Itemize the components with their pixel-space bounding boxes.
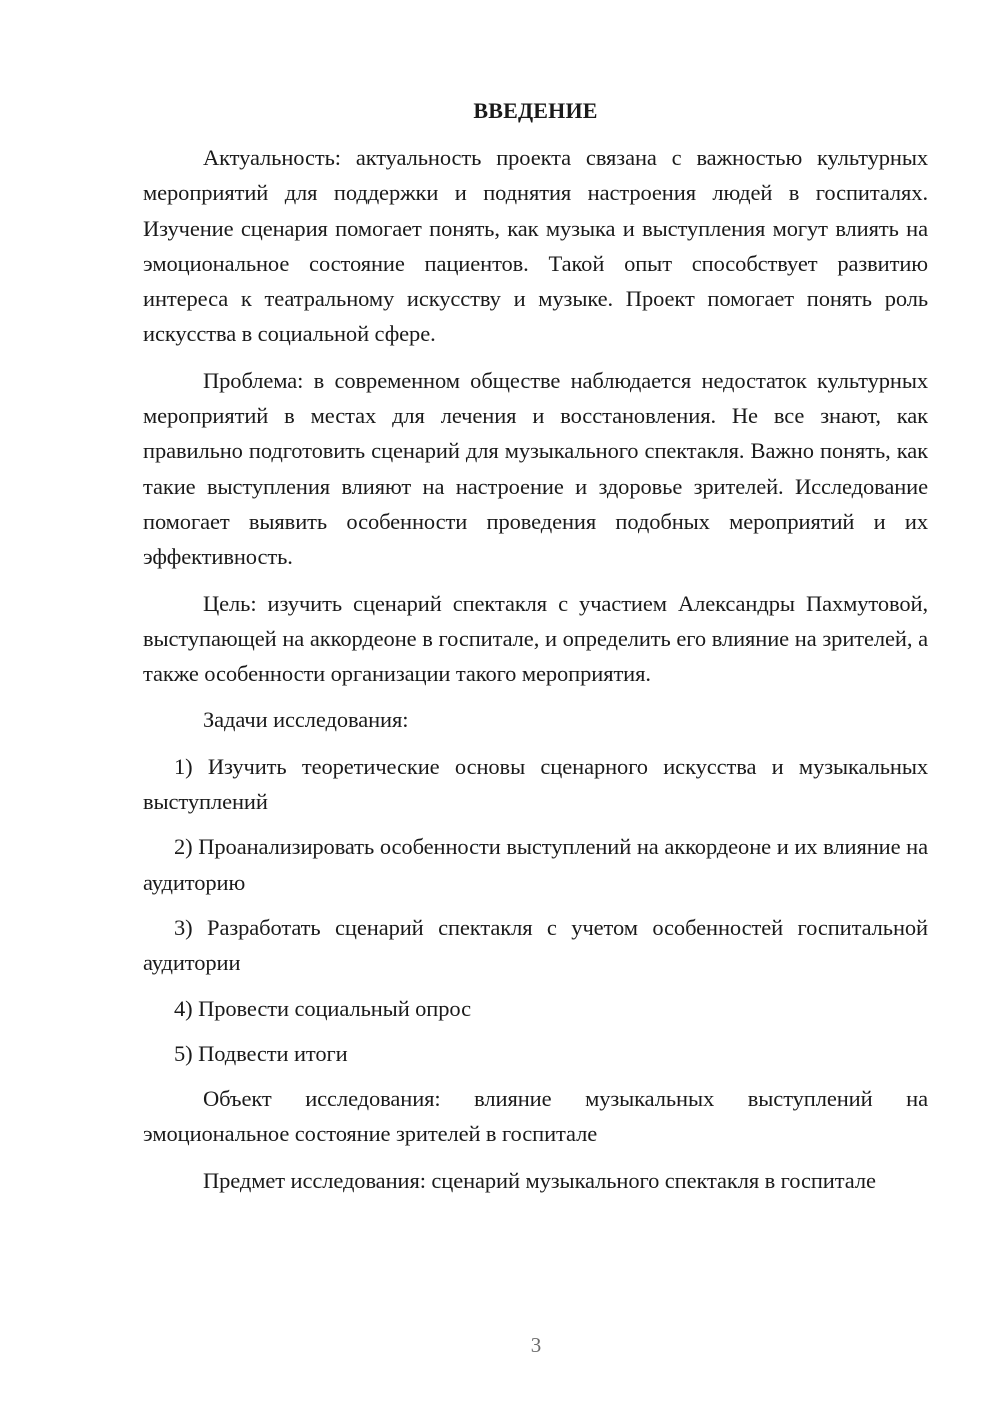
paragraph-relevance: Актуальность: актуальность проекта связана с важностью культурных мероприятий для поддержки и поднятия настроения людей в госпиталях. Изучение сценария помогает понять, как музыка и выступления могут влиять на эмоциональное состояние пациентов. Такой опыт способствует развитию интереса к театральному искусству и музыке. Проект помогает понять роль искусства в социальной сфере.: [143, 145, 928, 347]
task-item-5: 5) Подвести итоги: [174, 1040, 348, 1066]
page-number: 3: [530, 1333, 542, 1357]
paragraph-goal: Цель: изучить сценарий спектакля с участием Александры Пахмутовой, выступающей на аккордеоне в госпитале, и определить его влияние на зрителей, а также особенности организации такого мероприятия.: [143, 590, 928, 687]
document-page: [143, 96, 928, 1209]
task-item-3: 3) Разработать сценарий спектакля с учетом особенностей госпитальной аудитории: [143, 914, 928, 976]
task-item-2: 2) Проанализировать особенности выступлений на аккордеоне и их влияние на аудиторию: [143, 834, 928, 895]
tasks-list: [143, 749, 928, 1071]
tasks-heading: Задачи исследования:: [203, 707, 409, 733]
task-item-1: 1) Изучить теоретические основы сценарного искусства и музыкальных выступлений: [143, 753, 928, 815]
paragraph-subject: Предмет исследования: сценарий музыкального спектакля в госпитале: [203, 1167, 876, 1193]
page-title: ВВЕДЕНИЕ: [473, 98, 598, 123]
paragraph-object: Объект исследования: влияние музыкальных выступлений на эмоциональное состояние зрителей в госпитале: [143, 1086, 928, 1147]
paragraph-problem: Проблема: в современном обществе наблюдается недостаток культурных мероприятий в местах для лечения и восстановления. Не все знают, как правильно подготовить сценарий для музыкального спектакля. Важно понять, как такие выступления влияют на настроение и здоровье зрителей. Исследование помогает выявить особенности проведения подобных мероприятий и их эффективность.: [143, 367, 928, 570]
task-item-4: 4) Провести социальный опрос: [174, 995, 471, 1021]
